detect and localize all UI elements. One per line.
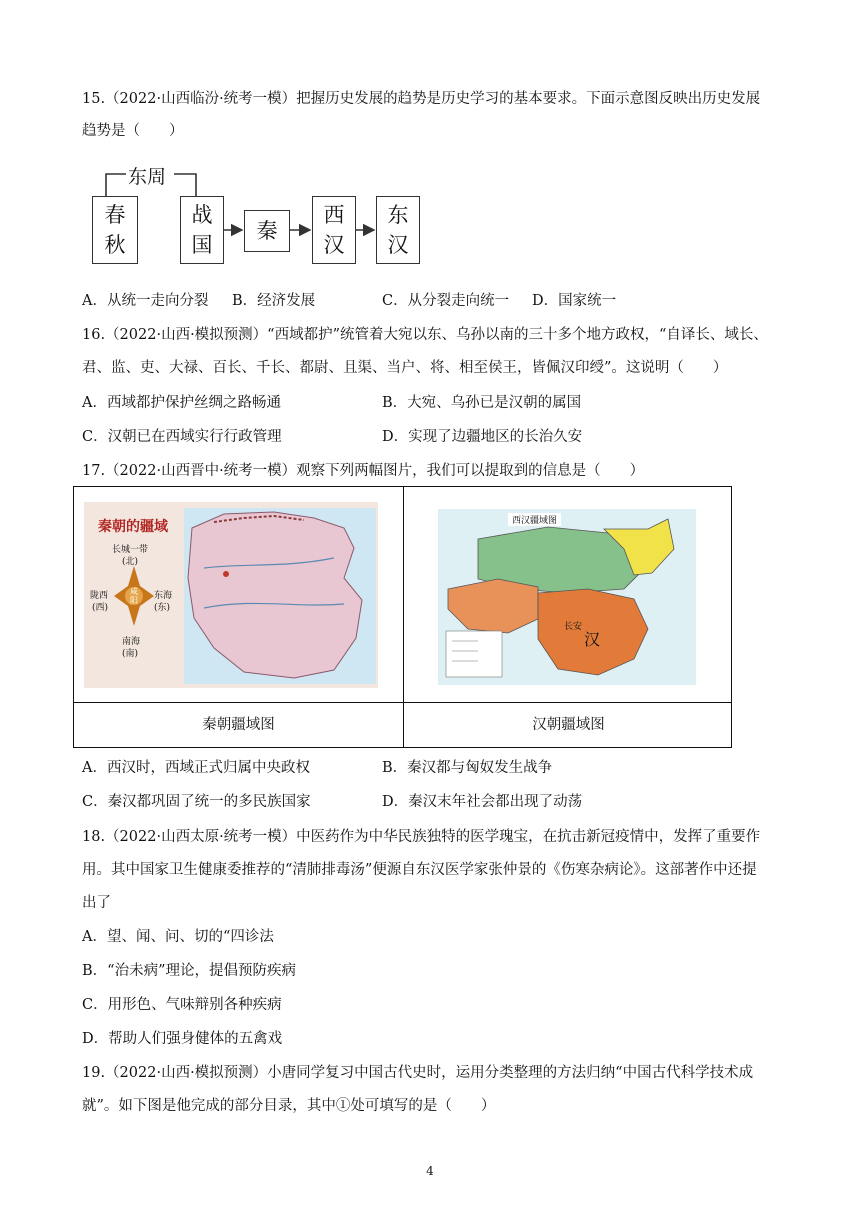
page-number: 4 xyxy=(426,1164,434,1178)
q16-option-a[interactable]: A．西域都护保护丝绸之路畅通 xyxy=(82,395,281,411)
q15-stem-line1: 15.（2022·山西临汾·统考一模）把握历史发展的趋势是历史学习的基本要求。下面示意图反映出历史发展 xyxy=(82,91,761,107)
q16-stem-line2: 君、监、吏、大禄、百长、千长、都尉、且渠、当户、将、相至侯王，皆佩汉印绶”。这说明（ ） xyxy=(82,360,728,376)
zhanguo-char-2: 国 xyxy=(191,233,213,257)
box-chunqiu xyxy=(92,196,138,264)
q15-option-a[interactable]: A．从统一走向分裂 xyxy=(82,293,209,309)
box-donghan xyxy=(376,196,420,264)
q17-option-a[interactable]: A．西汉时，西域正式归属中央政权 xyxy=(82,760,310,776)
q19-stem-line1: 19.（2022·山西·模拟预测）小唐同学复习中国古代史时，运用分类整理的方法归纳“中国古代科学技术成 xyxy=(82,1065,754,1081)
q15-option-c[interactable]: C．从分裂走向统一 xyxy=(382,293,510,309)
q16-option-b[interactable]: B．大宛、乌孙已是汉朝的属国 xyxy=(382,395,582,411)
box-zhanguo xyxy=(180,196,224,264)
dongzhou-label: 东周 xyxy=(128,166,167,188)
q18-option-b[interactable]: B．“治未病”理论，提倡预防疾病 xyxy=(82,963,296,979)
q18-option-c[interactable]: C．用形色、气味辩别各种疾病 xyxy=(82,997,282,1013)
qin-map-title: 秦朝的疆域 xyxy=(98,519,168,535)
han-map-graphic xyxy=(438,509,696,685)
qin-capital-label: 咸阳 xyxy=(130,587,138,605)
q18-option-d[interactable]: D．帮助人们强身健体的五禽戏 xyxy=(82,1031,283,1047)
q17-option-b[interactable]: B．秦汉都与匈奴发生战争 xyxy=(382,760,553,776)
q18-option-a[interactable]: A．望、闻、问、切的“四诊法 xyxy=(82,929,274,945)
chunqiu-char-1: 春 xyxy=(104,203,126,227)
qin-char: 秦 xyxy=(256,219,278,243)
table-divider-vertical xyxy=(403,487,404,747)
q16-option-d[interactable]: D．实现了边疆地区的长治久安 xyxy=(382,429,583,445)
qin-east-label: 东海 xyxy=(154,591,173,601)
q17-option-c[interactable]: C．秦汉都巩固了统一的多民族国家 xyxy=(82,794,311,810)
qin-territory-map xyxy=(84,502,378,688)
q15-stem-line2: 趋势是（ ） xyxy=(82,123,184,139)
han-territory-map xyxy=(438,509,696,685)
q15-diagram xyxy=(88,160,418,270)
qin-south-label: 南海 xyxy=(122,637,141,647)
q19-stem-line2: 就”。如下图是他完成的部分目录，其中①处可填写的是（ ） xyxy=(82,1098,496,1114)
zhanguo-char-1: 战 xyxy=(191,203,213,227)
han-label: 汉 xyxy=(584,630,601,649)
qin-map-caption: 秦朝疆域图 xyxy=(202,717,275,733)
han-capital-label: 长安 xyxy=(564,622,583,632)
q18-stem-line1: 18.（2022·山西太原·统考一模）中医药作为中华民族独特的医学瑰宝，在抗击新冠疫情中，发挥了重要作 xyxy=(82,829,761,845)
qin-map-graphic xyxy=(184,508,376,684)
qin-north-sub: (北) xyxy=(122,557,139,567)
q16-stem-line1: 16.（2022·山西·模拟预测）“西域都护”统管着大宛以东、乌孙以南的三十多个地方政权，“自译长、域长、 xyxy=(82,327,768,343)
q18-stem-line3: 出了 xyxy=(82,895,111,911)
q17-option-d[interactable]: D．秦汉末年社会都出现了动荡 xyxy=(382,794,583,810)
han-map-caption: 汉朝疆域图 xyxy=(532,717,605,733)
box-qin xyxy=(244,210,290,252)
qin-west-label: 陇西 xyxy=(90,591,109,601)
han-map-title: 西汉疆域图 xyxy=(508,513,561,526)
q17-stem: 17.（2022·山西晋中·统考一模）观察下列两幅图片，我们可以提取到的信息是（ ） xyxy=(82,463,645,479)
q15-option-b[interactable]: B．经济发展 xyxy=(232,293,316,309)
xihan-char-1: 西 xyxy=(323,203,345,227)
q17-map-table xyxy=(73,486,732,748)
q18-stem-line2: 用。其中国家卫生健康委推荐的“清肺排毒汤”便源自东汉医学家张仲景的《伤寒杂病论》。这部著作中还提 xyxy=(82,862,757,878)
q16-option-c[interactable]: C．汉朝已在西域实行行政管理 xyxy=(82,429,282,445)
donghan-char-2: 汉 xyxy=(387,233,409,257)
q15-option-d[interactable]: D．国家统一 xyxy=(532,293,617,309)
donghan-char-1: 东 xyxy=(387,203,409,227)
qin-east-sub: (东) xyxy=(154,603,171,613)
qin-north-label: 长城一带 xyxy=(112,545,149,555)
table-divider-horizontal xyxy=(74,702,731,703)
chunqiu-char-2: 秋 xyxy=(104,233,126,257)
qin-south-sub: (南) xyxy=(122,649,139,659)
xihan-char-2: 汉 xyxy=(323,233,345,257)
box-xihan xyxy=(312,196,356,264)
qin-west-sub: (西) xyxy=(92,603,109,613)
